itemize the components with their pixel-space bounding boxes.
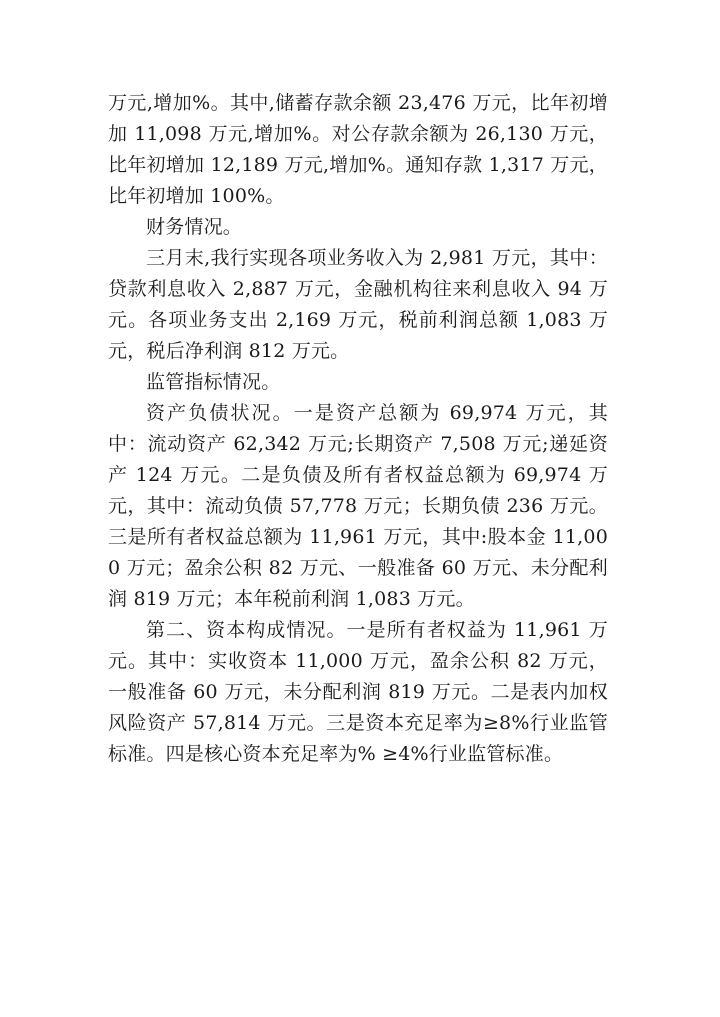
document-body [108,88,608,770]
paragraph-income: 三月末,我行实现各项业务收入为 2,981 万元，其中：贷款利息收入 2,887 万元，金融机构往来利息收入 94 万元。各项业务支出 2,169 万元，税前利润总额 1,083 万元，税后净利润 812 万元。 [108,247,608,362]
heading-regulatory-indicators: 监管指标情况。 [146,371,281,393]
heading-financial-status: 财务情况。 [146,216,243,238]
paragraph-deposits: 万元,增加%。其中,储蓄存款余额 23,476 万元，比年初增加 11,098 万元,增加%。对公存款余额为 26,130 万元，比年初增加 12,189 万元,增加%。通知存款 1,317 万元，比年初增加 100%。 [108,92,608,207]
paragraph-capital-structure: 第二、资本构成情况。一是所有者权益为 11,961 万元。其中：实收资本 11,000 万元，盈余公积 82 万元，一般准备 60 万元，未分配利润 819 万元。二是表内加权风险资产 57,814 万元。三是资本充足率为≥8%行业监管标准。四是核心资本充足率为% ≥4%行业监管标准。 [108,619,608,765]
paragraph-assets-liabilities: 资产负债状况。一是资产总额为 69,974 万元，其中：流动资产 62,342 万元;长期资产 7,508 万元;递延资产 124 万元。二是负债及所有者权益总额为 69,974 万元，其中：流动负债 57,778 万元；长期负债 236 万元。三是所有者权益总额为 11,961 万元，其中:股本金 11,000 万元；盈余公积 82 万元、一般准备 60 万元、未分配利润 819 万元；本年税前利润 1,083 万元。 [108,402,608,610]
